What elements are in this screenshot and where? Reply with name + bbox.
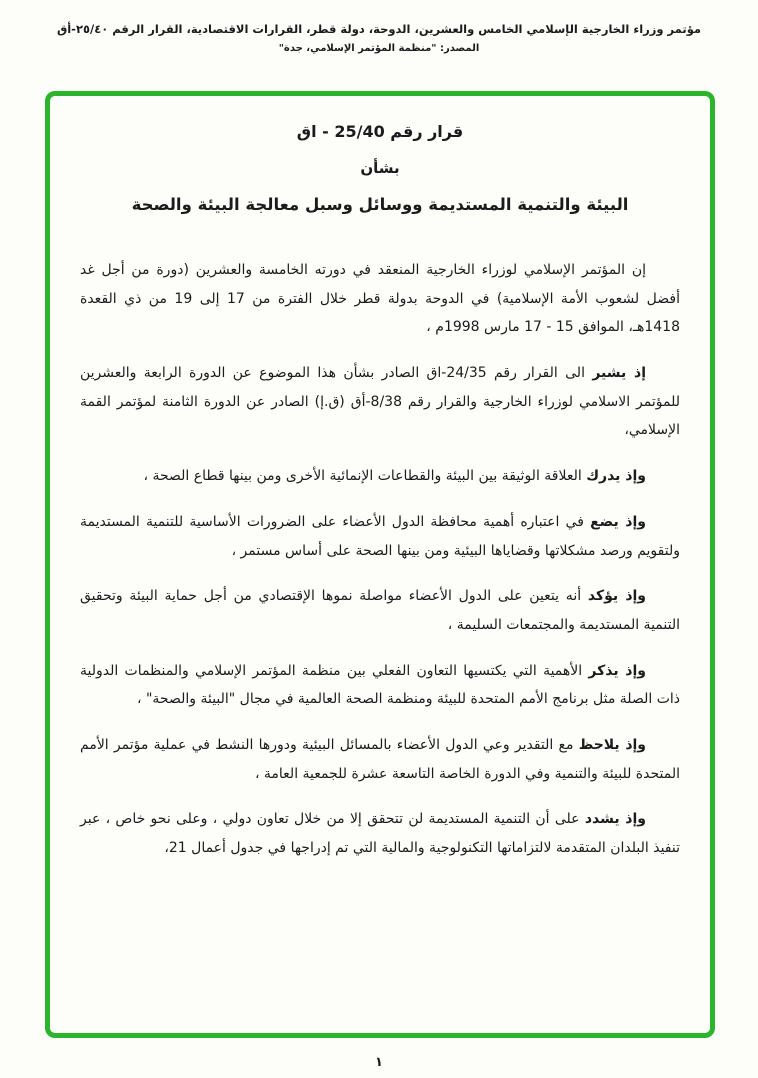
resolution-box bbox=[45, 91, 715, 1038]
paragraph-text: الى القرار رقم 24/35-اق الصادر بشأن هذا الموضوع عن الدورة الرابعة والعشرين للمؤتمر الاسلامي لوزراء الخارجية والقرار رقم 8/38-أق (ق.إ) الصادر عن الدورة الثامنة لمؤتمر القمة الإسلامي، bbox=[80, 365, 680, 439]
paragraph-stressing bbox=[80, 805, 680, 862]
paragraph-text: على أن التنمية المستديمة لن تتحقق إلا من خلال تعاون دولي ، وعلى نحو خاص ، عبر تنفيذ البلدان المتقدمة لالتزاماتها التكنولوجية والمالية التي تم إدراجها في جدول أعمال 21، bbox=[80, 811, 680, 856]
paragraph-lead: وإذ يذكر bbox=[588, 662, 646, 679]
paragraph-lead: إذ يشير bbox=[592, 365, 646, 382]
paragraph-lead: وإذ يدرك bbox=[586, 468, 646, 485]
paragraph-affirming bbox=[80, 582, 680, 639]
paragraph-text: مع التقدير وعي الدول الأعضاء بالمسائل البيئية ودورها النشط في عملية مؤتمر الأمم المتحدة للبيئة والتنمية وفي الدورة الخاصة التاسعة عشرة للجمعية العامة ، bbox=[80, 736, 680, 782]
paragraph-text: العلاقة الوثيقة بين البيئة والقطاعات الإنمائية الأخرى ومن بينها قطاع الصحة ، bbox=[143, 468, 582, 485]
resolution-body bbox=[80, 256, 680, 863]
header-source-line: مؤتمر وزراء الخارجية الإسلامي الخامس والعشرين، الدوحة، دولة قطر، القرارات الاقتصادية، القرار الرقم ٢٥/٤٠-أق bbox=[56, 22, 702, 36]
paragraph-lead: وإذ يلاحظ bbox=[578, 736, 647, 753]
paragraph-recalling-cooperation bbox=[80, 657, 680, 714]
paragraph-lead: وإذ يؤكد bbox=[587, 588, 647, 605]
paragraph-text: في اعتباره أهمية محافظة الدول الأعضاء على الضرورات الأساسية للتنمية المستديمة ولتقويم ورصد مشكلاتها وقضاياها البيئية ومن بينها الصحة على أساس مستمر ، bbox=[80, 513, 680, 559]
paragraph-text: أنه يتعين على الدول الأعضاء مواصلة نموها الإقتصادي من أجل حماية البيئة وتحقيق التنمية المستديمة والمجتمعات السليمة ، bbox=[80, 588, 680, 633]
paragraph-aware bbox=[80, 462, 680, 491]
resolution-subject: البيئة والتنمية المستديمة ووسائل وسبل معالجة البيئة والصحة bbox=[131, 195, 629, 214]
page-number: ١ bbox=[375, 1055, 383, 1070]
resolution-subtitle: بشأن bbox=[360, 159, 400, 177]
paragraph-preamble bbox=[80, 256, 680, 342]
resolution-number-title: قرار رقم 25/40 - اق bbox=[296, 122, 464, 141]
paragraph-recalling bbox=[80, 359, 680, 445]
paragraph-lead: وإذ يضع bbox=[590, 513, 646, 530]
paragraph-text: إن المؤتمر الإسلامي لوزراء الخارجية المنعقد في دورته الخامسة والعشرين (دورة من أجل غد أفضل لشعوب الأمة الإسلامية) في الدوحة بدولة قطر خلال الفترة من 17 إلى 19 من ذي القعدة 1418هـ، الموافق 15 - 17 مارس 1998م ، bbox=[80, 262, 680, 336]
paragraph-text: الأهمية التي يكتسيها التعاون الفعلي بين منظمة المؤتمر الإسلامي والمنظمات الدولية ذات الصلة مثل برنامج الأمم المتحدة للبيئة ومنظمة الصحة العالمية في مجال "البيئة والصحة" ، bbox=[80, 662, 680, 708]
paragraph-lead: وإذ يشدد bbox=[584, 811, 646, 828]
document-header bbox=[0, 0, 758, 54]
paragraph-noting bbox=[80, 731, 680, 788]
header-publisher-line: المصدر: "منظمة المؤتمر الإسلامي، جدة" bbox=[278, 43, 480, 54]
paragraph-considering bbox=[80, 508, 680, 565]
